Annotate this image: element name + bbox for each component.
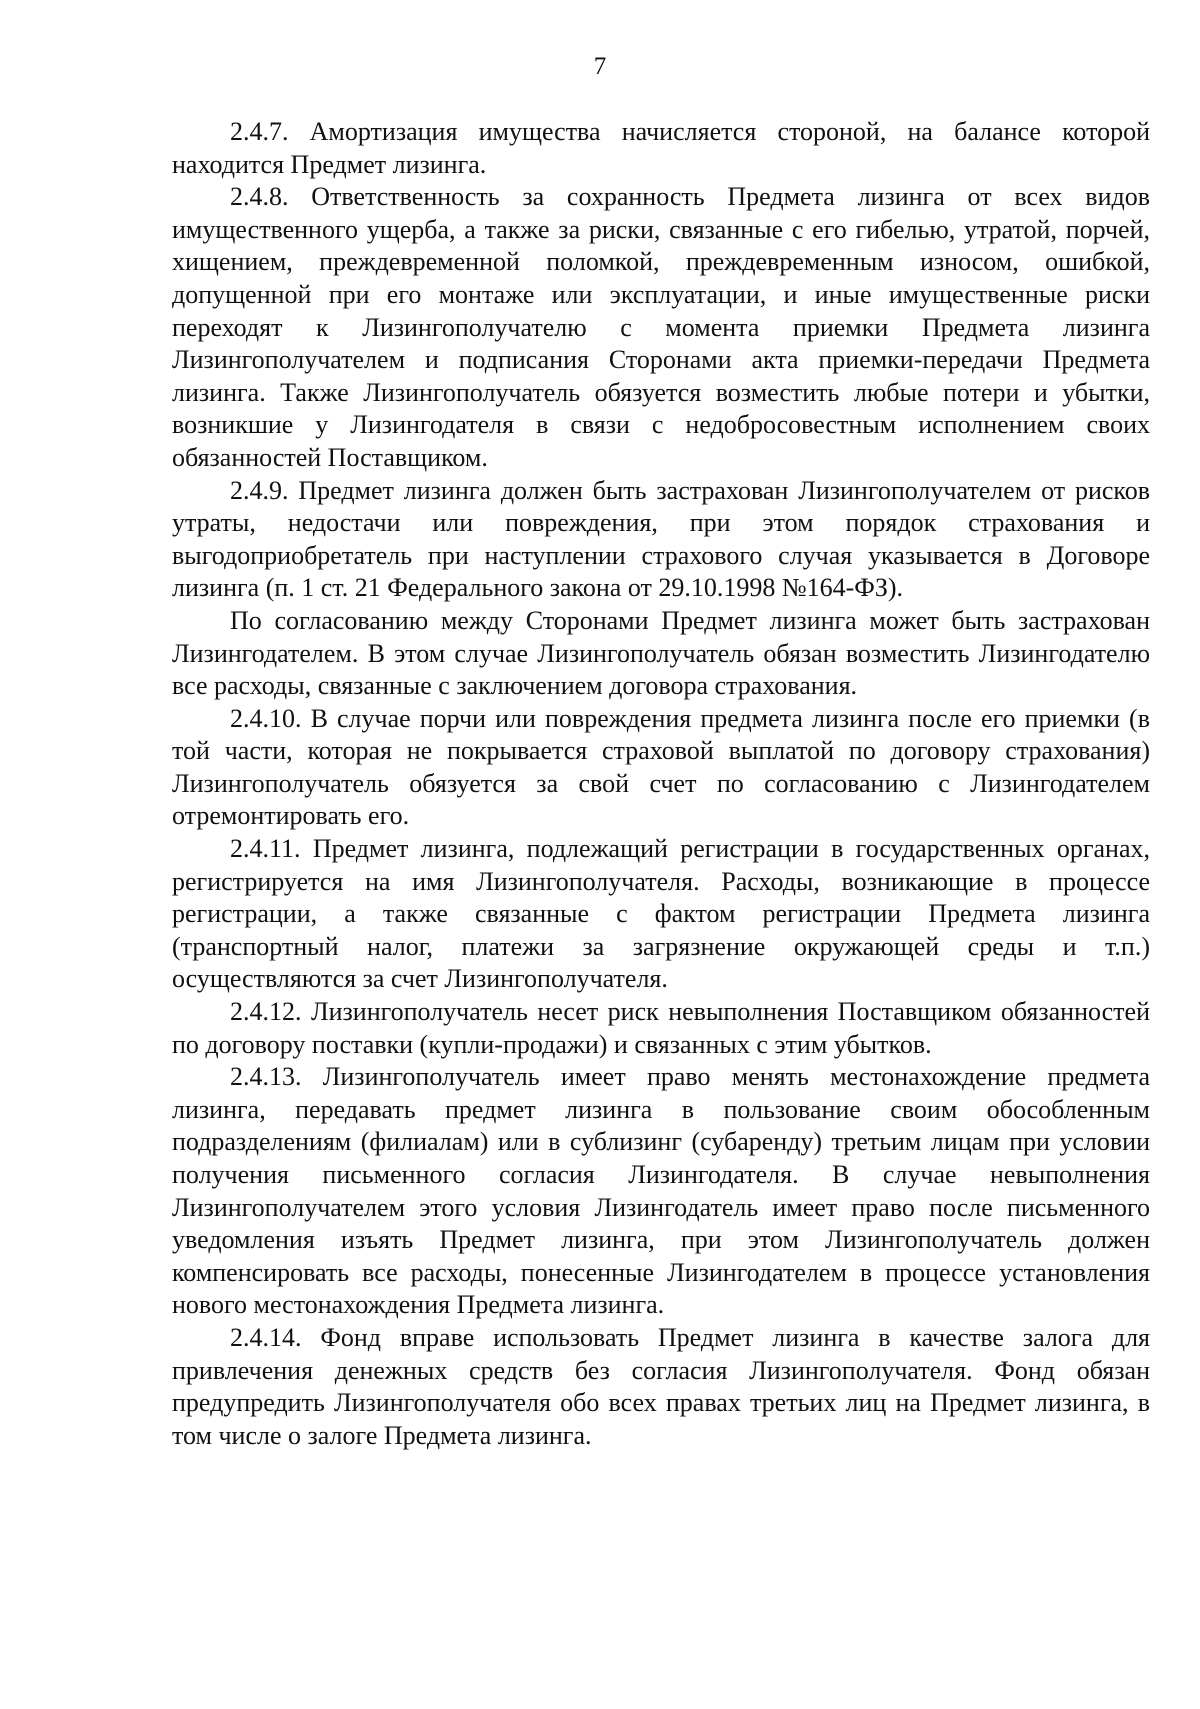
page-number: 7 bbox=[593, 53, 607, 80]
paragraph-2-4-10: 2.4.10. В случае порчи или повреждения предмета лизинга после его приемки (в той части, которая не покрывается страховой выплатой по договору страхования) Лизингополучатель обязуется за свой счет по согласованию с Лизингодателем отремонтировать его. bbox=[172, 703, 1150, 831]
paragraph-2-4-12: 2.4.12. Лизингополучатель несет риск невыполнения Поставщиком обязанностей по договору поставки (купли-продажи) и связанных с этим убытков. bbox=[172, 997, 1150, 1059]
paragraph-insurance-agreement: По согласованию между Сторонами Предмет лизинга может быть застрахован Лизингодателем. В этом случае Лизингополучатель обязан возместить Лизингодателю все расходы, связанные с заключением договора страхования. bbox=[172, 605, 1150, 701]
paragraph-2-4-8: 2.4.8. Ответственность за сохранность Предмета лизинга от всех видов имущественного ущерба, а также за риски, связанные с его гибелью, утратой, порчей, хищением, преждевременной поломкой, преждевременным износом, ошибкой, допущенной при его монтаже или эксплуатации, и иные имущественные риски переходят к Лизингополучателю с момента приемки Предмета лизинга Лизингополучателем и подписания Сторонами акта приемки-передачи Предмета лизинга. Также Лизингополучатель обязуется возместить любые потери и убытки, возникшие у Лизингодателя в связи с недобросовестным исполнением своих обязанностей Поставщиком. bbox=[172, 182, 1150, 472]
paragraph-2-4-14: 2.4.14. Фонд вправе использовать Предмет лизинга в качестве залога для привлечения денежных средств без согласия Лизингополучателя. Фонд обязан предупредить Лизингополучателя обо всех правах третьих лиц на Предмет лизинга, в том числе о залоге Предмета лизинга. bbox=[172, 1322, 1150, 1450]
paragraph-2-4-13: 2.4.13. Лизингополучатель имеет право менять местонахождение предмета лизинга, передавать предмет лизинга в пользование своим обособленным подразделениям (филиалам) или в сублизинг (субаренду) третьим лицам при условии получения письменного согласия Лизингодателя. В случае невыполнения Лизингополучателем этого условия Лизингодатель имеет право после письменного уведомления изъять Предмет лизинга, при этом Лизингополучатель должен компенсировать все расходы, понесенные Лизингодателем в процессе установления нового местонахождения Предмета лизинга. bbox=[172, 1062, 1150, 1320]
document-body bbox=[172, 116, 1150, 1452]
paragraph-2-4-11: 2.4.11. Предмет лизинга, подлежащий регистрации в государственных органах, регистрируется на имя Лизингополучателя. Расходы, возникающие в процессе регистрации, а также связанные с фактом регистрации Предмета лизинга (транспортный налог, платежи за загрязнение окружающей среды и т.п.) осуществляются за счет Лизингополучателя. bbox=[172, 834, 1150, 994]
paragraph-2-4-9: 2.4.9. Предмет лизинга должен быть застрахован Лизингополучателем от рисков утраты, недостачи или повреждения, при этом порядок страхования и выгодоприобретатель при наступлении страхового случая указывается в Договоре лизинга (п. 1 ст. 21 Федерального закона от 29.10.1998 №164-ФЗ). bbox=[172, 475, 1150, 603]
paragraph-2-4-7: 2.4.7. Амортизация имущества начисляется стороной, на балансе которой находится Предмет лизинга. bbox=[172, 117, 1150, 179]
